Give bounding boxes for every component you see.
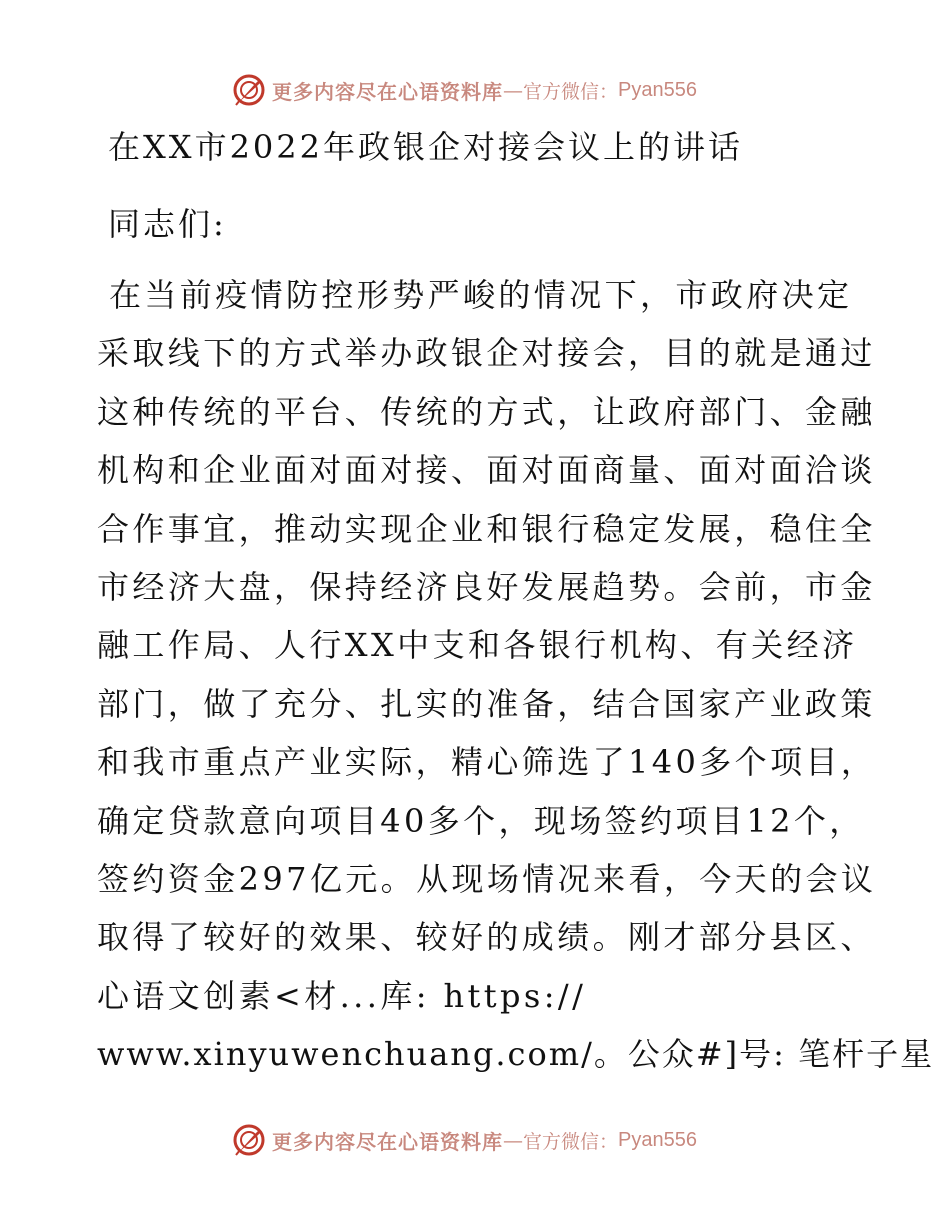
- banner-separator: —: [503, 78, 523, 102]
- banner-contact-handle: Pyan556: [618, 1128, 697, 1151]
- brand-logo-icon: [232, 73, 266, 107]
- document-body: [97, 272, 935, 1089]
- brand-logo-icon: [232, 1123, 266, 1157]
- body-line: 融工作局、人行XX中支和各银行机构、有关经济: [97, 626, 858, 665]
- banner-contact-label: 官方微信：: [523, 1130, 619, 1153]
- body-line: 在当前疫情防控形势严峻的情况下，市政府决定: [109, 276, 853, 314]
- body-line-watermark-link: 心语文创素<材...库: https://: [97, 976, 587, 1015]
- banner-contact-handle: Pyan556: [618, 78, 697, 101]
- body-line: 取得了较好的效果、较好的成绩。刚才部分县区、: [97, 918, 876, 957]
- body-line: 这种传统的平台、传统的方式，让政府部门、金融: [97, 392, 876, 431]
- banner-contact-label: 官方微信：: [523, 80, 619, 103]
- document-greeting: 同志们:: [108, 205, 227, 243]
- body-line: 市经济大盘，保持经济良好发展趋势。会前，市金: [97, 567, 876, 606]
- body-line: 确定贷款意向项目40多个，现场签约项目12个，: [97, 801, 865, 840]
- body-line: 采取线下的方式举办政银企对接会，目的就是通过: [97, 334, 876, 373]
- banner-separator: —: [503, 1128, 523, 1152]
- banner-brand-text: 更多内容尽在心语资料库: [272, 79, 503, 104]
- body-line: 签约资金297亿元。从现场情况来看，今天的会议: [97, 859, 877, 898]
- footer-watermark-banner: [232, 1122, 697, 1158]
- body-line: 和我市重点产业实际，精心筛选了140多个项目，: [97, 743, 877, 782]
- body-line: 部门，做了充分、扎实的准备，结合国家产业政策: [97, 684, 876, 723]
- body-line: 合作事宜，推动实现企业和银行稳定发展，稳住全: [97, 509, 876, 548]
- banner-brand-text: 更多内容尽在心语资料库: [272, 1129, 503, 1154]
- body-line-watermark-url: www.xinyuwenchuang.com/。公众#]号: 笔杆子星: [97, 1035, 935, 1074]
- body-line: 机构和企业面对面对接、面对面商量、面对面洽谈: [97, 451, 876, 490]
- header-watermark-banner: [232, 72, 697, 108]
- document-title: 在XX市2022年政银企对接会议上的讲话: [108, 128, 744, 166]
